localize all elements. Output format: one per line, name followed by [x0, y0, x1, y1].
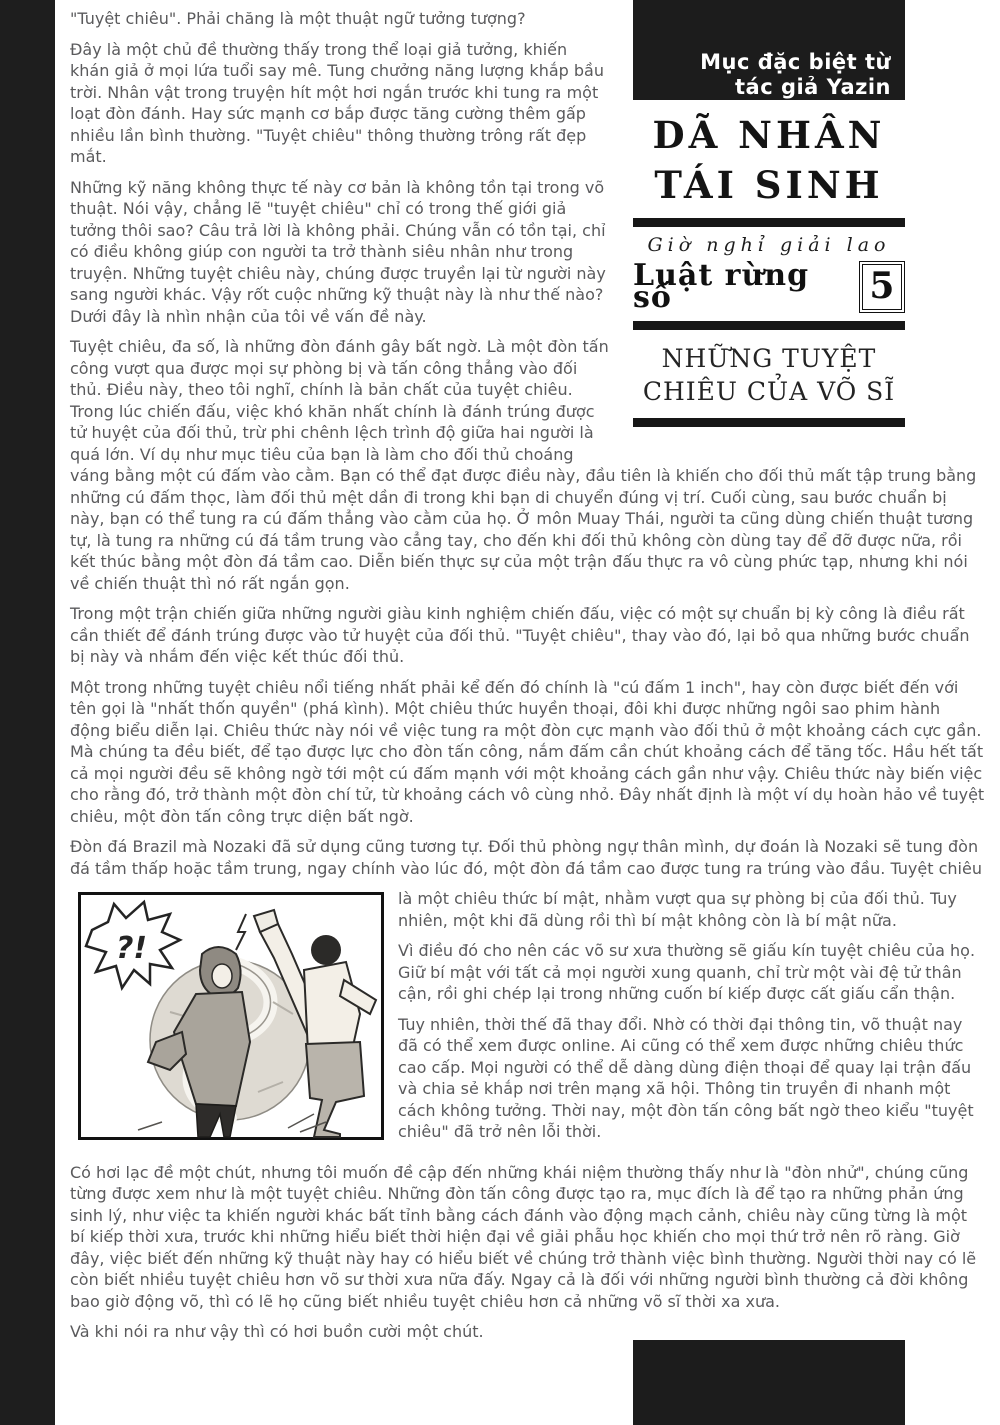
series-title-line-2: TÁI SINH	[654, 163, 884, 207]
episode-title-line-2: CHIÊU CỦA VÕ SĨ	[642, 376, 896, 406]
kicker-line-2: tác giả Yazin	[734, 75, 891, 99]
illustration-row	[70, 888, 985, 1152]
paragraph-2: Đây là một chủ đề thường thấy trong thể loại giả tưởng, khiến khán giả ở mọi lứa tuổi say mê. Tung chưởng năng lượng khắp bầu trời. Nhân vật trong truyện hít một hơi ngắn trước khi tung ra một loạt đòn đánh. Hay sức mạnh cơ bắp được tăng cường thêm gấp nhiều lần bình thường. "Tuyệt chiêu" thông thường trông rất đẹp mắt.	[70, 39, 604, 166]
speech-bubble-text: ?!	[116, 931, 148, 966]
paragraph-7-intro: Đòn đá Brazil mà Nozaki đã sử dụng cũng tương tự. Đối thủ phòng ngự thân mình, dự đoán là Nozaki sẽ tung đòn đá tầm thấp hoặc tầm trung, ngay chính vào lúc đó, một đòn đá tầm cao được tung ra trúng vào đầu. Tuyệt chiêu	[70, 837, 982, 878]
paragraph-6: Một trong những tuyệt chiêu nổi tiếng nhất phải kể đến đó chính là "cú đấm 1 inch", hay còn được biết đến với tên gọi là "nhất thốn quyền" (phá kình). Một chiêu thức huyền thoại, đôi khi được những ngôi sao phim hành động biểu diễn lại. Chiêu thức này nói về việc tung ra một đòn cực mạnh vào đối thủ ở một khoảng cách cực gần. Mà chúng ta đều biết, để tạo được lực cho đòn tấn công, nắm đấm cần chút khoảng cách để tăng tốc. Hầu hết tất cả mọi người đều sẽ không ngờ tới một cú đấm mạnh với một khoảng cách gần như vậy. Chiêu thức này biến việc cho rằng đó, trở thành một đòn chí tử, từ khoảng cách vô cùng nhỏ. Đây nhất định là một ví dụ hoàn hảo về tuyệt chiêu, một đòn tấn công trực diện bất ngờ.	[70, 677, 985, 826]
episode-title	[633, 342, 905, 408]
manga-panel-illustration	[78, 892, 384, 1140]
series-title	[633, 110, 905, 210]
issue-number-badge: 5	[859, 261, 905, 313]
kicker-box	[633, 0, 905, 100]
text-beside-panel	[398, 888, 985, 1152]
paragraph-10: Có hơi lạc đề một chút, nhưng tôi muốn đề cập đến những khái niệm thường thấy như là "đòn nhử", chúng cũng từng được xem như là một tuyệt chiêu. Những đòn tấn công được tạo ra, mục đích là để tạo ra những phản ứng sinh lý, như việc ta khiến người khác bất tỉnh bằng cách đánh vào động mạch cảnh, chiêu này cũng từng là một bí kiếp thời xưa, trước khi những hiểu biết thời hiện đại về giải phẫu học khiến cho mọi thứ trở nên rõ ràng. Giờ đây, việc biết đến những kỹ thuật này hay có hiểu biết về chúng trở thành việc bình thường. Người thời nay có lẽ còn biết nhiều tuyệt chiêu hơn võ sư thời xưa nữa đấy. Ngay cả là đối với những người bình thường cả đời không bao giờ động võ, thì có lẽ họ cũng biết nhiều tuyệt chiêu hơn cả những võ sĩ thời xa xưa.	[70, 1162, 977, 1311]
episode-title-line-1: NHỮNG TUYỆT	[661, 343, 877, 373]
series-title-line-1: DÃ NHÂN	[652, 113, 886, 157]
paragraph-5: Trong một trận chiến giữa những người giàu kinh nghiệm chiến đấu, việc có một sự chuẩn bị kỳ công là điều rất cần thiết để đánh trúng được vào tử huyệt của đối thủ. "Tuyệt chiêu", thay vào đó, lại bỏ qua những bước chuẩn bị này và nhắm đến việc kết thúc đối thủ.	[70, 604, 970, 666]
divider-bar-top	[633, 218, 905, 227]
left-accent-bar	[0, 0, 55, 1425]
paragraph-7-rest: là một chiêu thức bí mật, nhằm vượt qua sự phòng bị của đối thủ. Tuy nhiên, một khi đã dùng rồi thì bí mật không còn là bí mật nữa.	[398, 889, 957, 930]
chapter-sidebar	[633, 0, 985, 424]
paragraph-11: Và khi nói ra như vậy thì có hơi buồn cười một chút.	[70, 1322, 484, 1341]
paragraph-9: Tuy nhiên, thời thế đã thay đổi. Nhờ có thời đại thông tin, võ thuật nay đã có thể xem được online. Ai cũng có thể xem được những chiêu thức cao cấp. Mọi người có thể dễ dàng dùng điện thoại để quay lại trận đấu và chia sẻ khắp nơi trên mạng xã hội. Thông tin truyền đi nhanh một cách không tưởng. Thời nay, một đòn tấn công bất ngờ theo kiểu "tuyệt chiêu" đã trở nên lỗi thời.	[398, 1014, 974, 1141]
article-column	[55, 0, 1000, 1425]
divider-bar-middle	[633, 321, 905, 330]
bottom-filler-box	[633, 1340, 905, 1425]
paragraph-3: Những kỹ năng không thực tế này cơ bản là không tồn tại trong võ thuật. Nói vậy, chẳng lẽ "tuyệt chiêu" chỉ có trong thế giới giả tưởng thôi sao? Câu trả lời là không phải. Chúng vẫn có tồn tại, chỉ có điều không giúp con người ta trở thành siêu nhân như trong truyện. Những tuyệt chiêu này, chúng được truyền lại từ người này sang người khác. Vậy rốt cuộc những kỹ thuật này là như thế nào? Dưới đây là nhìn nhận của tôi về vấn đề này.	[70, 177, 606, 326]
paragraph-8: Vì điều đó cho nên các võ sư xưa thường sẽ giấu kín tuyệt chiêu của họ. Giữ bí mật với tất cả mọi người xung quanh, chỉ trừ một vài đệ tử thân cận, rồi ghi chép lại trong những cuốn bí kiếp được cất giấu cẩn thận.	[398, 941, 976, 1003]
break-label: Giờ nghỉ giải lao	[647, 234, 891, 256]
volume-row	[633, 258, 905, 315]
kicker-line-1: Mục đặc biệt từ	[700, 50, 891, 74]
paragraph-4: Tuyệt chiêu, đa số, là những đòn đánh gây bất ngờ. Là một đòn tấn công vượt qua được mọi sự phòng bị và tấn công thẳng vào đối thủ. Điều này, theo tôi nghĩ, chính là bản chất của tuyệt chiêu. Trong lúc chiến đấu, việc khó khăn nhất chính là đánh trúng được tử huyệt của đối thủ, trừ phi chênh lệch trình độ giữa hai người là quá lớn. Ví dụ như mục tiêu của bạn là làm cho đối thủ choáng váng bằng một cú đấm vào cằm. Bạn có thể đạt được điều này, đầu tiên là khiến cho đối thủ mất tập trung bằng những cú đấm thọc, làm đối thủ mệt dần đi trong khi bạn di chuyển đúng vị trí. Cuối cùng, sau bước chuẩn bị này, bạn có thể tung ra cú đấm thẳng vào cằm của họ. Ở môn Muay Thái, người ta cũng dùng chiến thuật tương tự, là tung ra những cú đá tầm trung vào cẳng tay, cho đến khi đối thủ không còn dùng tay để đỡ được nữa, rồi kết thúc bằng một đòn đá tầm cao. Diễn biến thực sự của một trận đấu thực ra vô cùng phức tạp, nhưng khi nói về chiến thuật thì nó rất ngắn gọn.	[70, 337, 977, 593]
divider-bar-bottom	[633, 418, 905, 427]
paragraph-1: "Tuyệt chiêu". Phải chăng là một thuật ngữ tưởng tượng?	[70, 9, 526, 28]
volume-label: Luật rừng số	[633, 258, 810, 315]
